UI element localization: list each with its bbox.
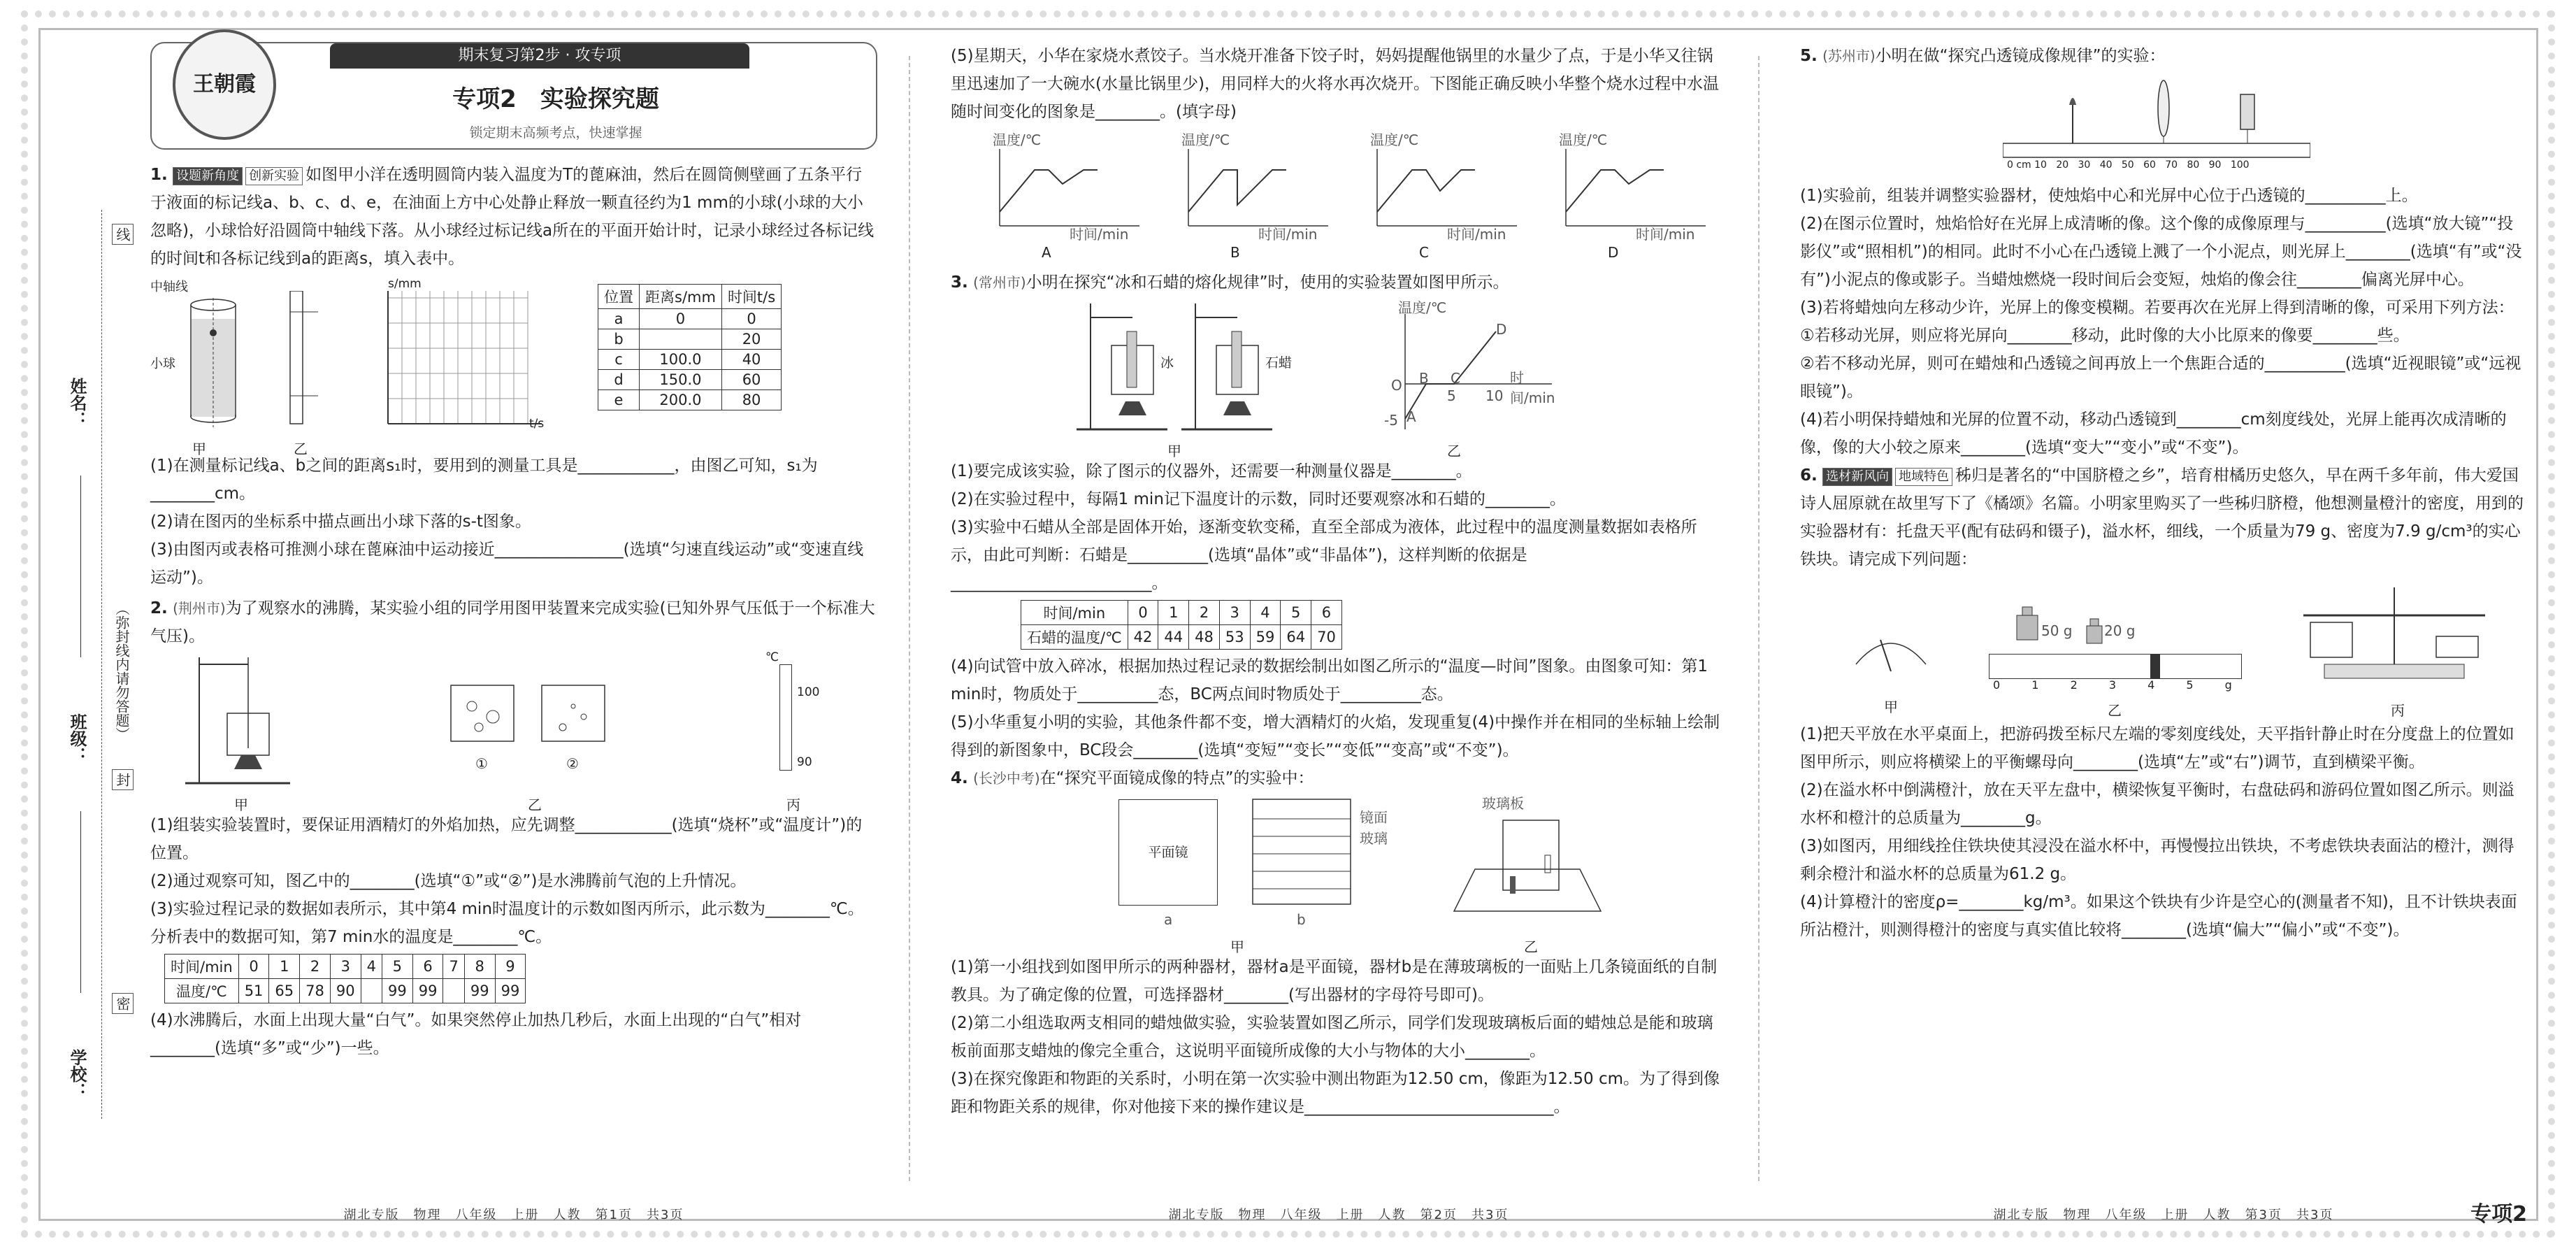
logo: 王朝霞 xyxy=(173,29,276,140)
sub-question: (1)把天平放在水平桌面上，把游码拨至标尺左端的零刻度线处，天平指针静止时在分度盘上的位置如图甲所示，则应将横梁上的平衡螺母向________(选填“左”或“右”)调节，直到横梁平衡。 xyxy=(1800,725,2514,771)
sub-question: (3)实验中石蜡从全部是固体开始，逐渐变软变稀，直至全部成为液体，此过程中的温度测量数据如表格所示，由此可判断：石蜡是__________(选填“晶体”或“非晶体”)，这样判断的依据是_________________________。 xyxy=(951,518,1697,592)
question-number: 4. xyxy=(951,769,968,787)
tag-label: 设题新角度 xyxy=(173,167,243,185)
figure-caption: ② xyxy=(566,755,579,772)
option-label: A xyxy=(1042,244,1051,261)
question-6 xyxy=(1800,462,2527,944)
sub-question: (2)在实验过程中，每隔1 min记下温度计的示数，同时还要观察冰和石蜡的________。 xyxy=(951,490,1566,508)
page-subtitle: 锁定期末高频考点，快速掌握 xyxy=(469,125,642,141)
figure-caption: 乙 xyxy=(528,796,542,813)
question-4 xyxy=(951,764,1727,1121)
question-text: 秭归是著名的“中国脐橙之乡”，培育柑橘历史悠久，早在两千多年前，伟大爱国诗人屈原就在故里写下了《橘颂》名篇。小明家里购买了一些秭归脐橙，他想测量橙汁的密度，用到的实验器材有：托盘天平(配有砝码和镊子)，溢水杯，细线，一个质量为79 g、密度为7.9 g/cm³的实心铁块。请完成下列问题： xyxy=(1800,466,2524,569)
q5-figure xyxy=(1800,70,2527,182)
option-graph-a: 温度/℃ 时间/min A xyxy=(993,129,1153,236)
pointer-dial xyxy=(1849,622,1933,678)
column-2 xyxy=(951,42,1727,1222)
page-footer: 湖北专版 物理 八年级 上册 人教 第3页 共3页 xyxy=(1993,1208,2334,1222)
question-3 xyxy=(951,269,1727,764)
graph-a xyxy=(993,149,1146,233)
page-title: 专项2 实验探究题 xyxy=(452,85,659,113)
region-tag: (常州市) xyxy=(973,274,1026,291)
sub-question: (1)实验前，组装并调整实验器材，使烛焰中心和光屏中心位于凸透镜的__________上。 xyxy=(1800,187,2418,205)
class-label: 班级： xyxy=(67,713,87,764)
option-label: D xyxy=(1608,244,1619,261)
class-line xyxy=(80,811,81,993)
q6-figures: 甲 50 g 20 g 0 1 2 3 4 5 g 乙 丙 xyxy=(1800,573,2527,720)
figure-caption: ① xyxy=(475,755,488,772)
graph-d xyxy=(1559,149,1713,233)
option-graph-d: 温度/℃ 时间/min D xyxy=(1559,129,1720,236)
sub-question: (2)在溢水杯中倒满橙汁，放在天平左盘中，横梁恢复平衡时，右盘砝码和游码位置如图乙所示。则溢水杯和橙汁的总质量为________g。 xyxy=(1800,781,2514,827)
question-text: 小明在探究“冰和石蜡的熔化规律”时，使用的实验装置如图甲所示。 xyxy=(1026,273,1509,292)
question-number: 2. xyxy=(150,599,168,617)
seal-line: 线 xyxy=(112,224,134,245)
q3-graph: 温度/℃ A B C D 时间/min 5 10 -5 O 乙 xyxy=(1370,296,1566,457)
figure-caption: 甲 xyxy=(1167,443,1181,459)
sub-question: (3)若将蜡烛向左移动少许，光屏上的像变模糊。若要再次在光屏上得到清晰的像，可采用下列方法： xyxy=(1800,299,2514,317)
sub-question: (3)由图丙或表格可推测小球在蓖麻油中运动接近________________(选填“匀速直线运动”或“变速直线运动”)。 xyxy=(150,541,864,587)
question-number: 3. xyxy=(951,273,968,292)
figure-graph xyxy=(353,277,563,452)
corner-label: 专项2 xyxy=(2470,1202,2527,1227)
option-graph-b: 温度/℃ 时间/min B xyxy=(1181,129,1342,236)
question-number: 6. xyxy=(1800,466,1818,485)
q1-table-wrap xyxy=(598,284,782,410)
name-label: 姓名： xyxy=(67,378,87,428)
column-divider xyxy=(1758,56,1760,1181)
glass-b xyxy=(1251,798,1356,906)
question-2 xyxy=(150,594,877,1062)
slider-ticks: 0 1 2 3 4 5 g xyxy=(1993,678,2232,692)
column-divider xyxy=(909,56,910,1181)
boiling-apparatus xyxy=(185,650,297,790)
q4-figures: 平面镜 a 镜面 玻璃 b 甲 玻璃板 乙 xyxy=(951,792,1727,953)
bench-ticks: 0 cm 10 20 30 40 50 60 70 80 90 100 xyxy=(2007,159,2250,171)
seal-mi: 密 xyxy=(112,993,134,1014)
q3-table: 时间/min 0 1 2 3 4 5 6 石蜡的温度/℃ 42 44 48 53 59 64 70 xyxy=(1021,600,1342,650)
sub-question: ①若移动光屏，则应将光屏向________移动，此时像的大小比原来的像要________些。 xyxy=(1800,327,2410,345)
tag-label: 创新实验 xyxy=(245,167,303,185)
sub-question: (4)计算橙汁的密度ρ=________kg/m³。如果这个铁块有少许是空心的(测量者不知)，且不计铁块表面所沾橙汁，则测得橙汁的密度与真实值比较将________(选填“偏大”“偏小”或“不变”)。 xyxy=(1800,893,2517,939)
slider-ruler xyxy=(1989,654,2242,679)
column-3 xyxy=(1800,42,2527,1227)
q2-option-graphs xyxy=(951,129,1727,269)
figure-caption: 乙 xyxy=(1447,443,1461,459)
sub-question: (4)水沸腾后，水面上出现大量“白气”。如果突然停止加热几秒后，水面上出现的“白气”相对________(选填“多”或“少”)一些。 xyxy=(150,1011,802,1057)
graph-y-label: s/mm xyxy=(388,277,422,291)
sub-question: (1)要完成该实验，除了图示的仪器外，还需要一种测量仪器是________。 xyxy=(951,462,1472,480)
question-text: 为了观察水的沸腾，某实验小组的同学用图甲装置来完成实验(已知外界气压低于一个标准大气压)。 xyxy=(150,599,875,645)
sub-question: (5)小华重复小明的实验，其他条件都不变，增大酒精灯的火焰，发现重复(4)中操作并在相同的坐标轴上绘制得到的新图象中，BC段会________(选填“变短”“变长”“变低”“变高”或“不变”)。 xyxy=(951,713,1720,759)
axis-label: 中轴线 xyxy=(150,280,188,294)
sub-question: (1)在测量标记线a、b之间的距离s₁时，要用到的测量工具是____________，由图乙可知，s₁为________cm。 xyxy=(150,457,818,503)
figure-caption: 乙 xyxy=(1524,938,1538,955)
sub-question: (4)向试管中放入碎冰，根据加热过程记录的数据绘制出如图乙所示的“温度—时间”图象。由图象可知：第1 min时，物质处于__________态，BC两点间时物质处于__________态。 xyxy=(951,657,1708,703)
sub-question: (3)在探究像距和物距的关系时，小明在第一次实验中测出物距为12.50 cm，像距为12.50 cm。为了得到像距和物距关系的规律，你对他接下来的操作建议是_______________________________。 xyxy=(951,1070,1720,1116)
school-label: 学校： xyxy=(67,1049,87,1099)
figure-caption: 甲 xyxy=(192,441,206,457)
q2-table: 时间/min 0 1 2 3 4 5 6 7 8 9 温度/℃ 51 65 78 90 99 99 99 99 xyxy=(164,954,526,1003)
question-number: 1. xyxy=(150,166,168,184)
question-5 xyxy=(1800,42,2527,462)
header-box xyxy=(150,42,877,150)
figure-caption: 甲 xyxy=(234,796,248,813)
figure-ruler xyxy=(276,291,332,457)
sub-question: (1)组装实验装置时，要保证用酒精灯的外焰加热，应先调整____________(选填“烧杯”或“温度计”)的位置。 xyxy=(150,816,863,862)
bubble-beakers xyxy=(444,678,612,748)
thermometer: ℃ 100 90 丙 xyxy=(765,650,820,813)
figure-caption: 丙 xyxy=(2391,702,2405,719)
seal-note: （弥封线内请勿答题） xyxy=(113,601,130,741)
graph-x-label: t/s xyxy=(529,417,545,431)
empty-grid xyxy=(360,291,556,445)
column-1 xyxy=(150,42,877,1222)
graph-c xyxy=(1370,149,1524,233)
sub-question: ②若不移动光屏，则可在蜡烛和凸透镜之间再放上一个焦距合适的__________(选填“近视眼镜”或“远视眼镜”)。 xyxy=(1800,355,2521,401)
sub-question: (2)通过观察可知，图乙中的________(选填“①”或“②”)是水沸腾前气泡的上升情况。 xyxy=(150,872,747,890)
sub-question: (4)若小明保持蜡烛和光屏的位置不动，移动凸透镜到________cm刻度线处，光屏上能再次成清晰的像，像的大小较之原来________(选填“变大”“变小”或“不变”)。 xyxy=(1800,410,2507,457)
cylinder-drawing xyxy=(171,291,276,445)
option-label: B xyxy=(1230,244,1240,261)
seal-feng: 封 xyxy=(112,769,134,790)
region-tag: (长沙中考) xyxy=(973,770,1040,787)
tag-label: 地域特色 xyxy=(1895,468,1952,486)
q3-figures xyxy=(951,296,1727,457)
balance-with-cup xyxy=(2282,573,2506,692)
ball-label: 小球 xyxy=(150,357,175,371)
optical-bench xyxy=(2003,77,2310,161)
option-graph-c: 温度/℃ 时间/min C xyxy=(1370,129,1531,236)
figure-caption: 乙 xyxy=(294,441,308,457)
ruler-drawing xyxy=(276,291,332,431)
question-text: 如图甲小洋在透明圆筒内装入温度为T的蓖麻油，然后在圆筒侧壁画了五条平行于液面的标记线a、b、c、d、e，在油面上方中心处静止释放一颗直径约为1 mm的小球(小球的大小忽略)，小球恰好沿圆筒中轴线下落。从小球经过标记线a所在的平面开始计时，记录小球经过各标记线的时间t和各标记线到a的距离s，填入表中。 xyxy=(150,166,875,268)
q2-figures xyxy=(150,650,877,811)
q1-table: 位置 距离s/mm 时间t/s a 0 0 b 20 c 100.0 40 d 150.0 60 e 200.0 80 xyxy=(598,284,782,410)
ice-label: 冰 xyxy=(1160,355,1174,371)
q1-figures xyxy=(150,277,877,457)
figure-caption: 乙 xyxy=(2108,702,2122,719)
question-text: 小明在做“探究凸透镜成像规律”的实验： xyxy=(1875,47,2166,65)
sub-question: (2)第二小组选取两支相同的蜡烛做实验，实验装置如图乙所示，同学们发现玻璃板后面的蜡烛总是能和玻璃板前面那支蜡烛的像完全重合，这说明平面镜所成像的大小与物体的大小________。 xyxy=(951,1014,1713,1060)
sub-question: (2)请在图丙的坐标系中描点画出小球下落的s-t图象。 xyxy=(150,513,531,531)
sub-question: (3)实验过程记录的数据如表所示，其中第4 min时温度计的示数如图丙所示，此示数为________℃。分析表中的数据可知，第7 min水的温度是________℃。 xyxy=(150,900,864,946)
figure-caption: 丙 xyxy=(786,796,800,813)
wax-label: 石蜡 xyxy=(1265,355,1293,371)
tag-label: 选材新风向 xyxy=(1822,468,1892,486)
header-bar: 期末复习第2步 · 攻专项 xyxy=(330,43,749,69)
figure-caption: 甲 xyxy=(1884,699,1898,715)
question-1 xyxy=(150,161,877,592)
question-text: 在“探究平面镜成像的特点”的实验中： xyxy=(1039,769,1314,787)
question-number: 5. xyxy=(1800,47,1818,65)
sub-question: (2)在图示位置时，烛焰恰好在光屏上成清晰的像。这个像的成像原理与__________(选填“放大镜”“投影仪”或“照相机”)的相同。此时不小心在凸透镜上溅了一个小泥点，则光屏上________(选填“有”或“没有”)小泥点的像或影子。当蜡烛燃烧一段时间后会变短，烛焰的像会往________偏离光屏中心。 xyxy=(1800,215,2522,289)
graph-b xyxy=(1181,149,1335,233)
sub-question: (3)如图丙，用细线拴住铁块使其浸没在溢水杯中，再慢慢拉出铁块，不考虑铁块表面沾的橙汁，测得剩余橙汁和溢水杯的总质量为61.2 g。 xyxy=(1800,837,2514,883)
region-tag: (苏州市) xyxy=(1822,48,1876,64)
name-line xyxy=(80,476,81,657)
figure-cylinder xyxy=(150,277,255,457)
option-label: C xyxy=(1419,244,1429,261)
figure-caption: 甲 xyxy=(1230,938,1244,955)
sub-question: (5)星期天，小华在家烧水煮饺子。当水烧开准备下饺子时，妈妈提醒他锅里的水量少了点，于是小华又往锅里迅速加了一大碗水(水量比锅里少)，用同样大的火将水再次烧开。下图能正确反映小华整个烧水过程中水温随时间变化的图象是________。(填字母) xyxy=(951,47,1719,121)
page-footer: 湖北专版 物理 八年级 上册 人教 第2页 共3页 xyxy=(1168,1208,1509,1222)
melting-apparatus xyxy=(1077,303,1286,436)
mirror-a: 平面镜 xyxy=(1118,799,1218,906)
binding-sidebar xyxy=(59,210,129,1119)
sub-question: (1)第一小组找到如图甲所示的两种器材，器材a是平面镜，器材b是在薄玻璃板的一面贴上几条镜面纸的自制教具。为了确定像的位置，可选择器材________(写出器材的字母符号即可)。 xyxy=(951,958,1718,1004)
region-tag: (荆州市) xyxy=(173,600,226,617)
page-footer: 湖北专版 物理 八年级 上册 人教 第1页 共3页 xyxy=(343,1208,684,1222)
candle-setup xyxy=(1440,813,1622,932)
